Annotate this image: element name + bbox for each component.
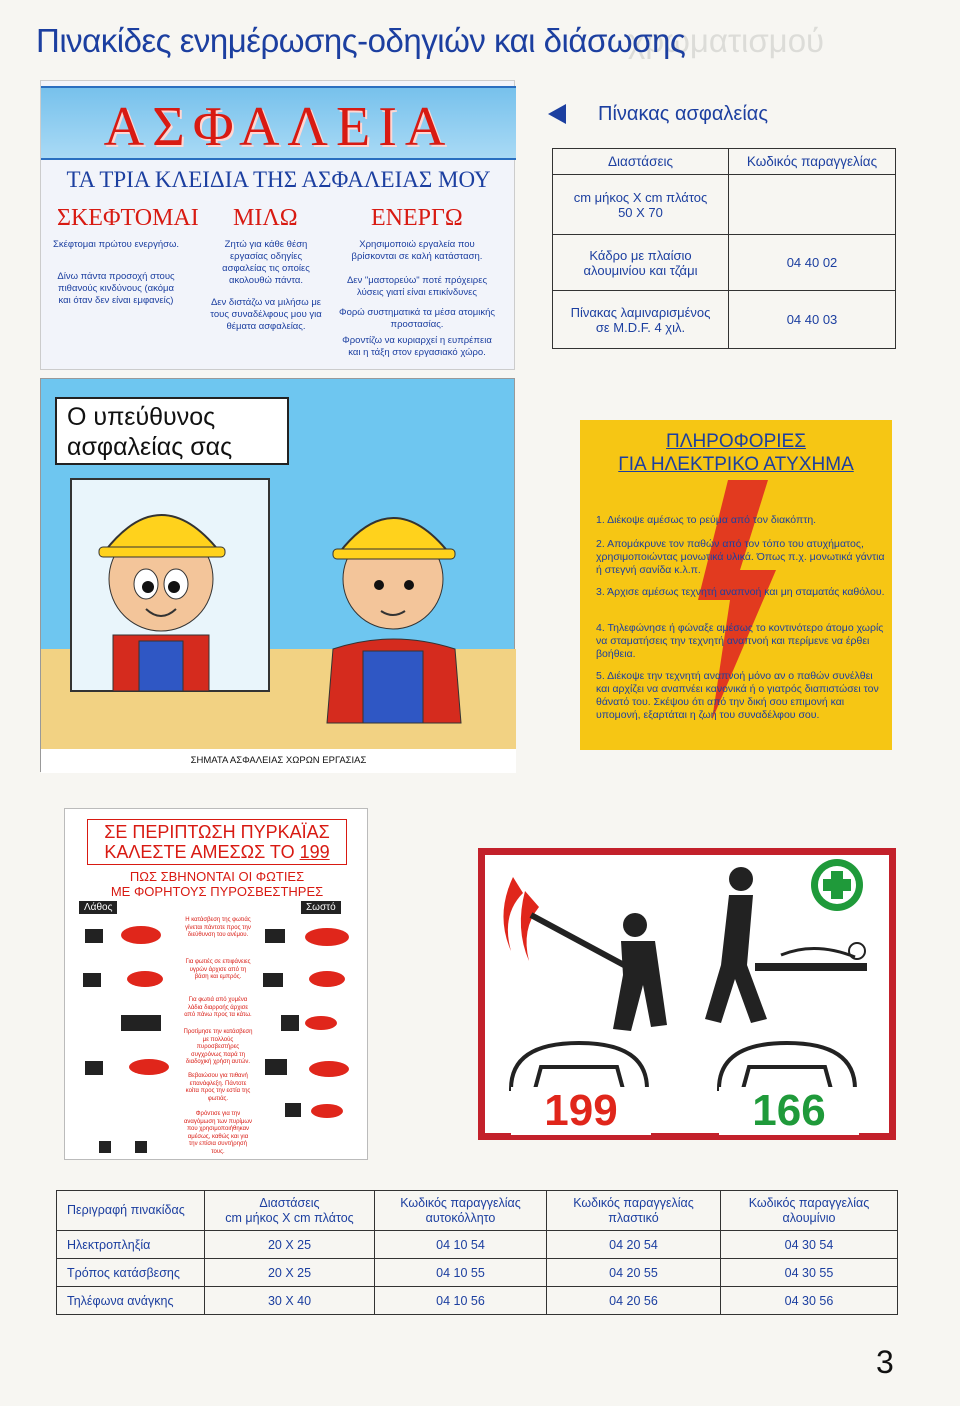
order-header-sticker-code: Κωδικός παραγγελίας αυτοκόλλητο <box>375 1191 547 1231</box>
order-cell: 20 X 25 <box>205 1259 375 1287</box>
spec-header-dimensions: Διαστάσεις <box>553 149 729 175</box>
fire-service-number: 199 <box>511 1087 651 1135</box>
column-think-text-b: Δίνω πάντα προσοχή στους πιθανούς κινδύνους (ακόμα και όταν δεν είναι εμφανείς) <box>57 271 175 306</box>
electric-accident-heading-line-2: ΓΙΑ ΗΛΕΚΤΡΙΚΟ ΑΤΥΧΗΜΑ <box>618 454 854 475</box>
column-act-heading: ΕΝΕΡΓΩ <box>371 205 463 231</box>
column-speak-heading: ΜΙΛΩ <box>233 205 298 231</box>
spec-desc: cm μήκος X cm πλάτος 50 X 70 <box>553 175 729 235</box>
safety-poster <box>40 80 515 370</box>
spec-desc: Κάδρο με πλαίσιο αλουμινίου και τζάμι <box>553 235 729 291</box>
order-cell: Τηλέφωνα ανάγκης <box>57 1287 205 1315</box>
electric-accident-step-5: 5. Διέκοψε την τεχνητή αναπνοή μόνο αν ο παθών συνέλθει και αρχίζει να αναπνέει κανονικά ή ο γιατρός διαπιστώσει τον θάνατό του. Σκέψου ότι από την δική σου επιμονή και υπομονή, εξαρτάται η ζωή του συναδέλφου σου. <box>596 670 879 721</box>
column-act-text-d: Φροντίζω να κυριαρχεί η ευπρέπεια και η τάξη στον εργασιακό χώρο. <box>342 335 492 358</box>
order-cell: 04 30 55 <box>721 1259 898 1287</box>
extinguish-subheading-line-2: ΜΕ ΦΟΡΗΤΟΥΣ ΠΥΡΟΣΒΕΣΤΗΡΕΣ <box>110 884 324 899</box>
table-row <box>57 1259 898 1287</box>
fire-call-heading-line-1: ΣΕ ΠΕΡΙΠΤΩΣΗ ΠΥΡΚΑΪΑΣ <box>104 822 330 842</box>
spec-code <box>729 175 896 235</box>
column-speak-text-b: Δεν διστάζω να μιλήσω με τους συναδέλφους μου για θέματα ασφαλείας. <box>210 297 322 332</box>
page-title-ghost: χρωματισμού <box>628 22 825 59</box>
electric-accident-heading-line-1: ΠΛΗΡΟΦΟΡΙΕΣ <box>666 431 806 452</box>
extinguish-note-3: Για φωτιά από χυμένα λάδια διαρροής άρχισε από πάνω προς τα κάτω. <box>184 997 252 1018</box>
column-act-text-a: Χρησιμοποιώ εργαλεία που βρίσκονται σε καλή κατάσταση. <box>351 239 483 262</box>
order-cell: 04 20 55 <box>547 1259 721 1287</box>
first-aid-icon <box>811 859 863 911</box>
pointer-arrow-icon <box>548 104 566 124</box>
extinguish-note-5: Βεβαιώσου για πιθανή επανάφλεξη. Πάντοτε κοίτα προς την εστία της φωτιάς. <box>185 1073 251 1102</box>
safety-officer-poster <box>40 378 515 772</box>
order-header-description: Περιγραφή πινακίδας <box>57 1191 205 1231</box>
electric-accident-heading <box>580 430 892 476</box>
fire-call-number: 199 <box>299 842 330 862</box>
column-speak-text-a: Ζητώ για κάθε θέση εργασίας οδηγίες ασφαλείας τις οποίες ακολουθώ πάντα. <box>222 239 310 286</box>
extinguish-note-4: Προτίμησε την κατάσβεση με πολλούς πυροσβεστήρες συγχρόνως παρά τη διαδοχική χρήση αυτών. <box>183 1029 253 1065</box>
electric-accident-step-3: 3. Άρχισε αμέσως τεχνητή αναπνοή και μη σταματάς καθόλου. <box>596 586 885 598</box>
spec-code: 04 40 02 <box>729 235 896 291</box>
fire-extinguishing-poster <box>64 808 368 1160</box>
order-cell: 20 X 25 <box>205 1231 375 1259</box>
column-think-text-a: Σκέφτομαι πρώτου ενεργήσω. <box>52 239 180 250</box>
right-label: Σωστό <box>301 901 341 914</box>
spec-desc: Πίνακας λαμιναρισμένος σε M.D.F. 4 χιλ. <box>553 291 729 349</box>
order-cell: 04 10 56 <box>375 1287 547 1315</box>
electric-accident-step-4: 4. Τηλεφώνησε ή φώναξε αμέσως το κοντινότερο άτομο χωρίς να σταματήσεις την τεχνητή αναπνοή και περίμενε να έρθει βοήθεια. <box>596 622 884 660</box>
safety-poster-subtitle: ΤΑ ΤΡΙΑ ΚΛΕΙΔΙΑ ΤΗΣ ΑΣΦΑΛΕΙΑΣ ΜΟΥ <box>66 167 491 192</box>
spec-code: 04 40 03 <box>729 291 896 349</box>
order-table <box>56 1190 898 1315</box>
electric-accident-step-2: 2. Απομάκρυνε τον παθών από τον τόπο του ατυχήματος, χρησιμοποιώντας μονωτικά υλικά. Όπως π.χ. μονωτικά γάντια ή στεγνή σανίδα κ.λ.π. <box>596 538 885 576</box>
order-header-dimensions: Διαστάσεις cm μήκος X cm πλάτος <box>205 1191 375 1231</box>
order-cell: Τρόπος κατάσβεσης <box>57 1259 205 1287</box>
column-act-text-b: Δεν "μαστορεύω" ποτέ πρόχειρες λύσεις γιατί είναι επικίνδυνες <box>346 275 488 298</box>
order-cell: 30 X 40 <box>205 1287 375 1315</box>
table-row <box>57 1231 898 1259</box>
safety-poster-columns <box>41 205 516 235</box>
order-header-aluminium-code: Κωδικός παραγγελίας αλουμίνιο <box>721 1191 898 1231</box>
electric-accident-step-1: 1. Διέκοψε αμέσως το ρεύμα από τον διακόπτη. <box>596 514 817 526</box>
ambulance-number: 166 <box>719 1087 859 1135</box>
extinguish-note-6: Φρόντισε για την αναγόμωση των πυρίμων που χρησιμοποιήθηκαν αμέσως, καθώς και για την επίσια συντήρησή τους. <box>183 1111 253 1155</box>
fire-call-heading <box>87 819 347 865</box>
extinguish-note-1: Η κατάσβεση της φωτιάς γίνεται πάντοτε προς την διεύθυνση του ανέμου. <box>185 917 251 938</box>
wrong-label: Λάθος <box>79 901 117 914</box>
safety-officer-heading: Ο υπεύθυνος ασφαλείας σας <box>55 397 289 465</box>
order-cell: 04 10 54 <box>375 1231 547 1259</box>
column-think-heading: ΣΚΕΦΤΟΜΑΙ <box>57 205 199 231</box>
emergency-phones-poster <box>478 848 896 1140</box>
safety-officer-caption: ΣΗΜΑΤΑ ΑΣΦΑΛΕΙΑΣ ΧΩΡΩΝ ΕΡΓΑΣΙΑΣ <box>41 749 516 773</box>
order-cell: 04 20 54 <box>547 1231 721 1259</box>
order-cell: 04 10 55 <box>375 1259 547 1287</box>
column-act-text-c: Φορώ συστηματικά τα μέσα ατομικής προστασίας. <box>339 307 495 330</box>
page-title: Πινακίδες ενημέρωσης-οδηγιών και διάσωσης <box>36 22 686 59</box>
spec-table <box>552 148 896 349</box>
order-cell: 04 30 54 <box>721 1231 898 1259</box>
spec-header-code: Κωδικός παραγγελίας <box>729 149 896 175</box>
order-cell: Ηλεκτροπληξία <box>57 1231 205 1259</box>
page-number: 3 <box>876 1344 894 1380</box>
extinguish-subheading <box>87 869 347 899</box>
firefighter-icon <box>503 877 667 1031</box>
order-header-plastic-code: Κωδικός παραγγελίας πλαστικό <box>547 1191 721 1231</box>
order-cell: 04 20 56 <box>547 1287 721 1315</box>
safety-poster-title: ΑΣΦΑΛΕΙΑ <box>103 96 454 158</box>
electric-accident-poster <box>580 420 892 750</box>
fire-call-heading-prefix: ΚΑΛΕΣΤΕ ΑΜΕΣΩΣ ΤΟ <box>104 842 300 862</box>
fire-call-heading-line-2 <box>88 842 346 862</box>
spec-caption: Πίνακας ασφαλείας <box>598 103 768 125</box>
order-cell: 04 30 56 <box>721 1287 898 1315</box>
table-row <box>57 1287 898 1315</box>
extinguish-subheading-line-1: ΠΩΣ ΣΒΗΝΟΝΤΑΙ ΟΙ ΦΩΤΙΕΣ <box>129 869 305 884</box>
extinguish-note-2: Για φωτιές σε επιφάνειες υγρών άρχισε από τη βάση και εμπρός. <box>185 959 251 980</box>
